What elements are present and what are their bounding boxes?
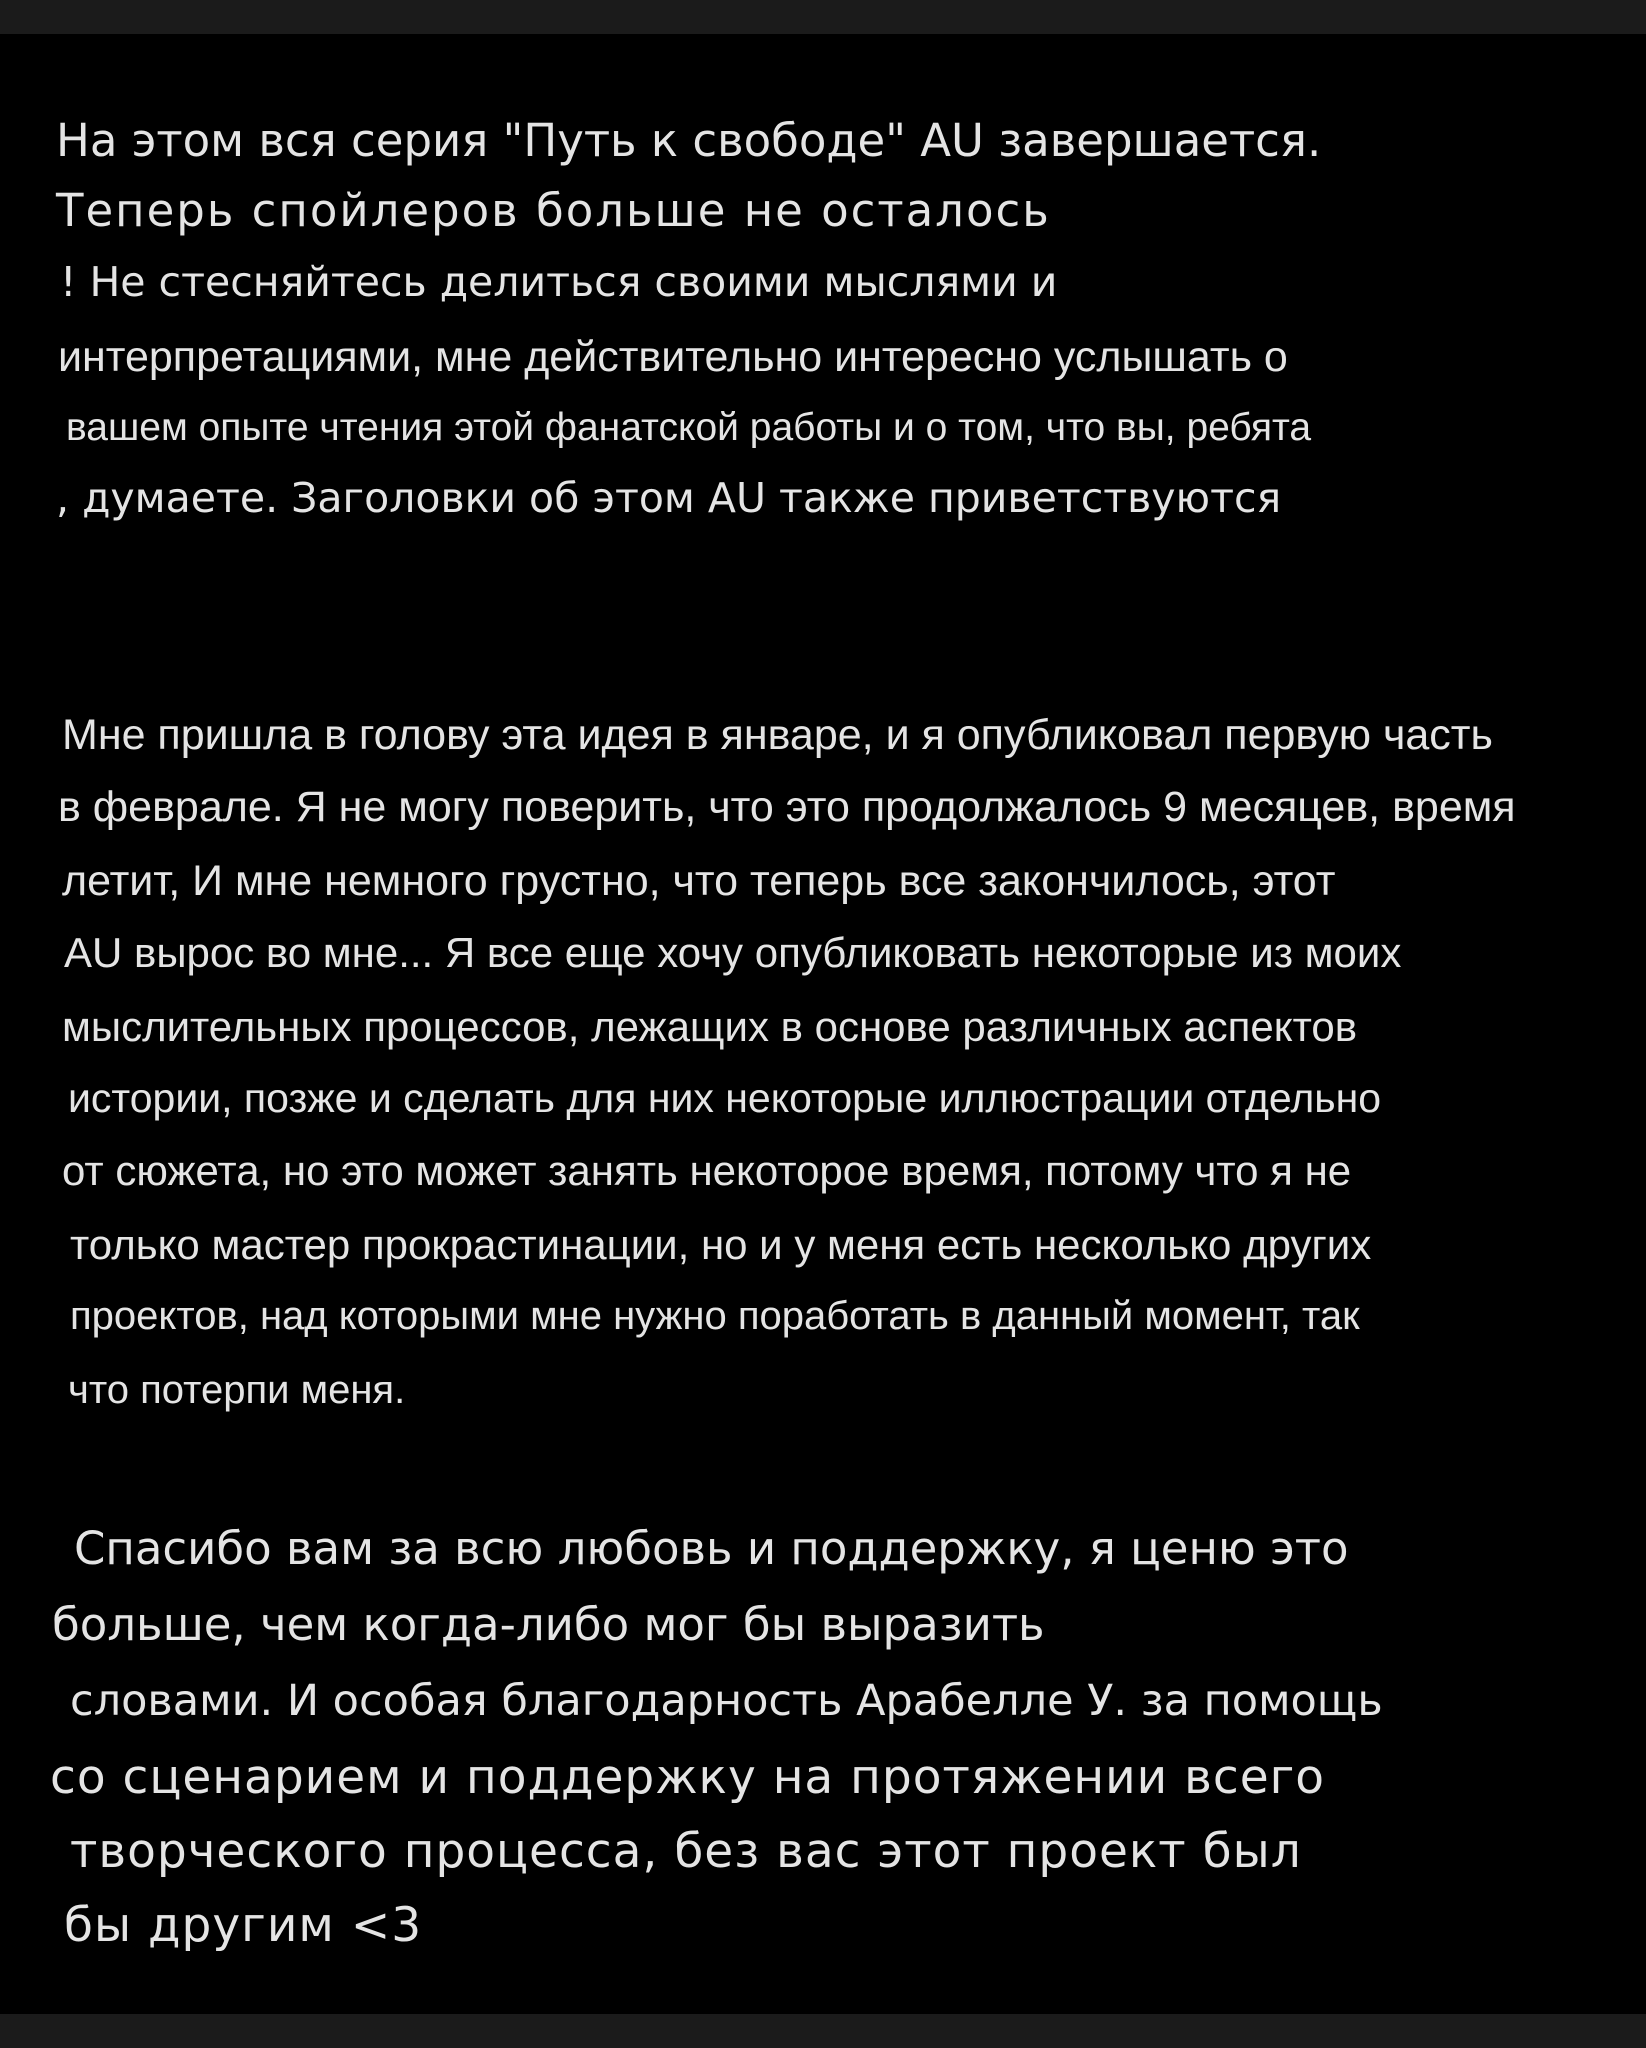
text-line: Теперь спойлеров больше не осталось (56, 184, 1051, 237)
document-page (0, 34, 1646, 2014)
text-line: летит, И мне немного грустно, что теперь все закончилось, этот (62, 857, 1336, 905)
text-line: ! Не стесняйтесь делиться своими мыслями и (60, 258, 1058, 306)
text-line: мыслительных процессов, лежащих в основе различных аспектов (62, 1003, 1358, 1050)
text-line: На этом вся серия "Путь к свободе" AU завершается. (56, 114, 1322, 167)
text-line: Спасибо вам за всю любовь и поддержку, я ценю это (74, 1522, 1349, 1575)
text-line: бы другим <3 (64, 1898, 423, 1953)
text-line: проектов, над которыми мне нужно поработать в данный момент, так (70, 1294, 1360, 1338)
text-line: от сюжета, но это может занять некоторое время, потому что я не (62, 1147, 1352, 1194)
text-line: , думаете. Заголовки об этом AU также приветствуются (56, 474, 1282, 522)
text-line: творческого процесса, без вас этот проект был (70, 1824, 1302, 1879)
text-line: что потерпи меня. (68, 1368, 406, 1412)
text-line: со сценарием и поддержку на протяжении всего (50, 1750, 1326, 1805)
text-line: AU вырос во мне... Я все еще хочу опубликовать некоторые из моих (64, 929, 1402, 976)
text-line: только мастер прокрастинации, но и у меня есть несколько других (70, 1221, 1372, 1268)
text-line: Мне пришла в голову эта идея в январе, и я опубликовал первую часть (62, 711, 1493, 759)
text-line: истории, позже и сделать для них некоторые иллюстрации отдельно (68, 1075, 1382, 1121)
text-line: словами. И особая благодарность Арабелле У. за помощь (70, 1676, 1383, 1726)
text-line: интерпретациями, мне действительно интересно услышать о (58, 333, 1288, 381)
text-line: больше, чем когда-либо мог бы выразить (52, 1598, 1045, 1651)
text-line: в феврале. Я не могу поверить, что это продолжалось 9 месяцев, время (58, 783, 1516, 831)
text-line: вашем опыте чтения этой фанатской работы и о том, что вы, ребята (66, 406, 1312, 449)
